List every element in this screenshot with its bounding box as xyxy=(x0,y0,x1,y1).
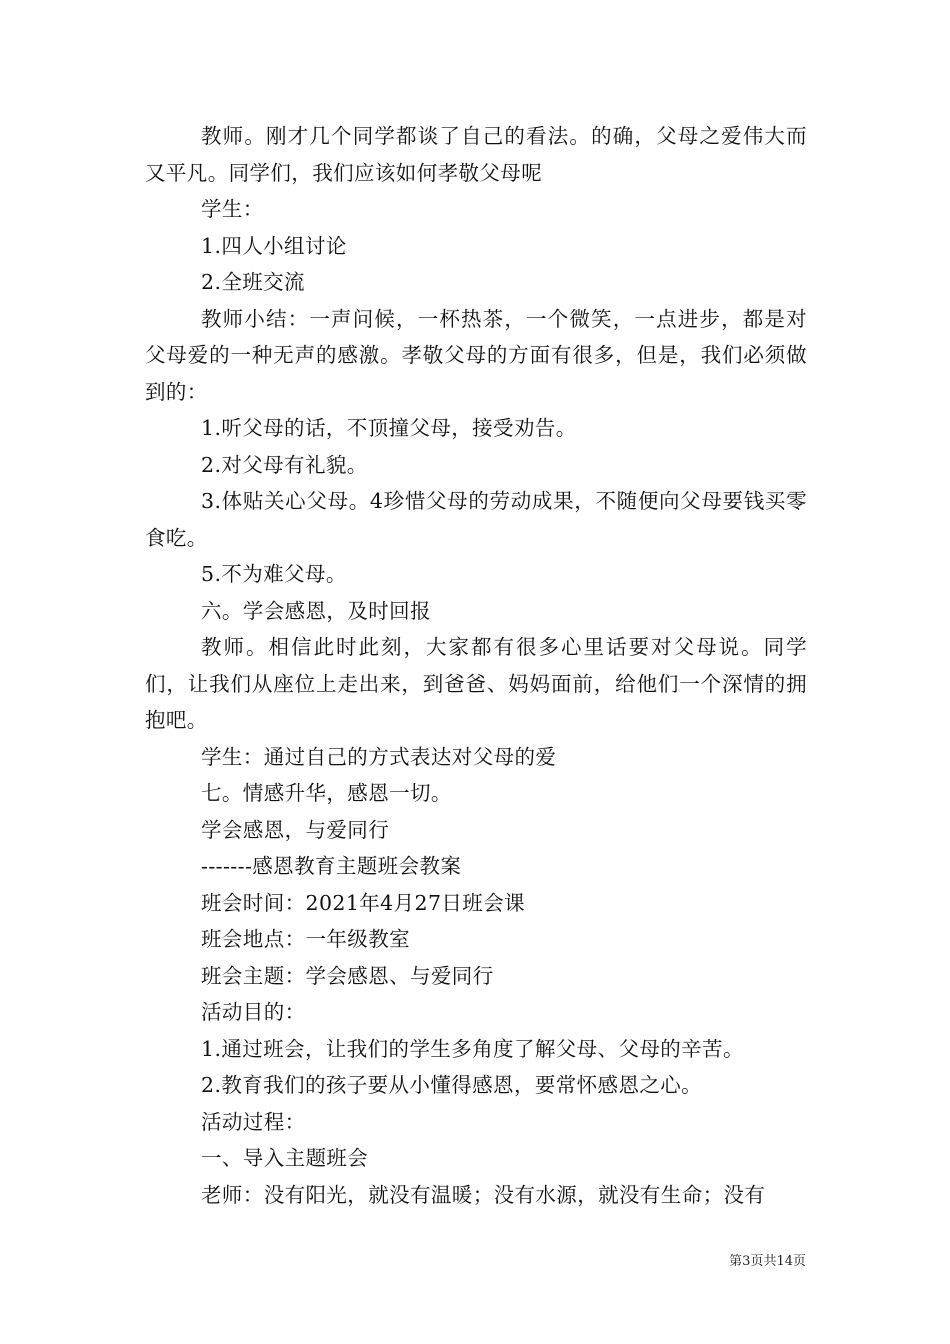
meeting-location: 班会地点：一年级教室 xyxy=(201,927,410,951)
paragraph: 5.不为难父母。 xyxy=(201,562,347,586)
section-heading: 六。学会感恩，及时回报 xyxy=(201,598,431,623)
paragraph: 3.体贴关心父母。4珍惜父母的劳动成果，不随便向父母要钱买零食吃。 xyxy=(145,489,807,550)
section-heading: 一、导入主题班会 xyxy=(201,1146,369,1170)
meeting-theme: 班会主题：学会感恩、与爱同行 xyxy=(201,963,494,988)
paragraph: 1.通过班会，让我们的学生多角度了解父母、父母的辛苦。 xyxy=(201,1036,744,1061)
paragraph: 2.教育我们的孩子要从小懂得感恩，要常怀感恩之心。 xyxy=(201,1073,703,1097)
paragraph: 教师。刚才几个同学都谈了自己的看法。的确，父母之爱伟大而又平凡。同学们，我们应该如何孝敬父母呢 xyxy=(145,124,807,185)
paragraph: 教师小结：一声问候，一杯热茶，一个微笑，一点进步，都是对父母爱的一种无声的感激。孝敬父母的方面有很多，但是，我们必须做到的： xyxy=(145,306,807,404)
document-body xyxy=(145,118,807,1213)
paragraph: 1.听父母的话，不顶撞父母，接受劝告。 xyxy=(201,416,577,440)
paragraph: 2.对父母有礼貌。 xyxy=(201,452,368,477)
section-heading: 活动目的： xyxy=(201,1000,306,1024)
paragraph: 学生： xyxy=(201,197,264,221)
document-title: 学会感恩，与爱同行 xyxy=(201,817,390,842)
meeting-time: 班会时间：2021年4月27日班会课 xyxy=(201,890,525,915)
paragraph: 2.全班交流 xyxy=(201,270,305,294)
page-number: 第3页共14页 xyxy=(729,1254,806,1269)
section-heading: 活动过程： xyxy=(201,1109,306,1134)
section-heading: 七。情感升华，感恩一切。 xyxy=(201,781,452,805)
paragraph: 老师：没有阳光，就没有温暖；没有水源，就没有生命；没有 xyxy=(201,1182,766,1207)
paragraph: 1.四人小组讨论 xyxy=(201,233,347,258)
paragraph: 学生：通过自己的方式表达对父母的爱 xyxy=(201,744,557,769)
document-subtitle: -------感恩教育主题班会教案 xyxy=(201,854,462,878)
paragraph: 教师。相信此时此刻，大家都有很多心里话要对父母说。同学们，让我们从座位上走出来，到爸爸、妈妈面前，给他们一个深情的拥抱吧。 xyxy=(145,635,807,732)
